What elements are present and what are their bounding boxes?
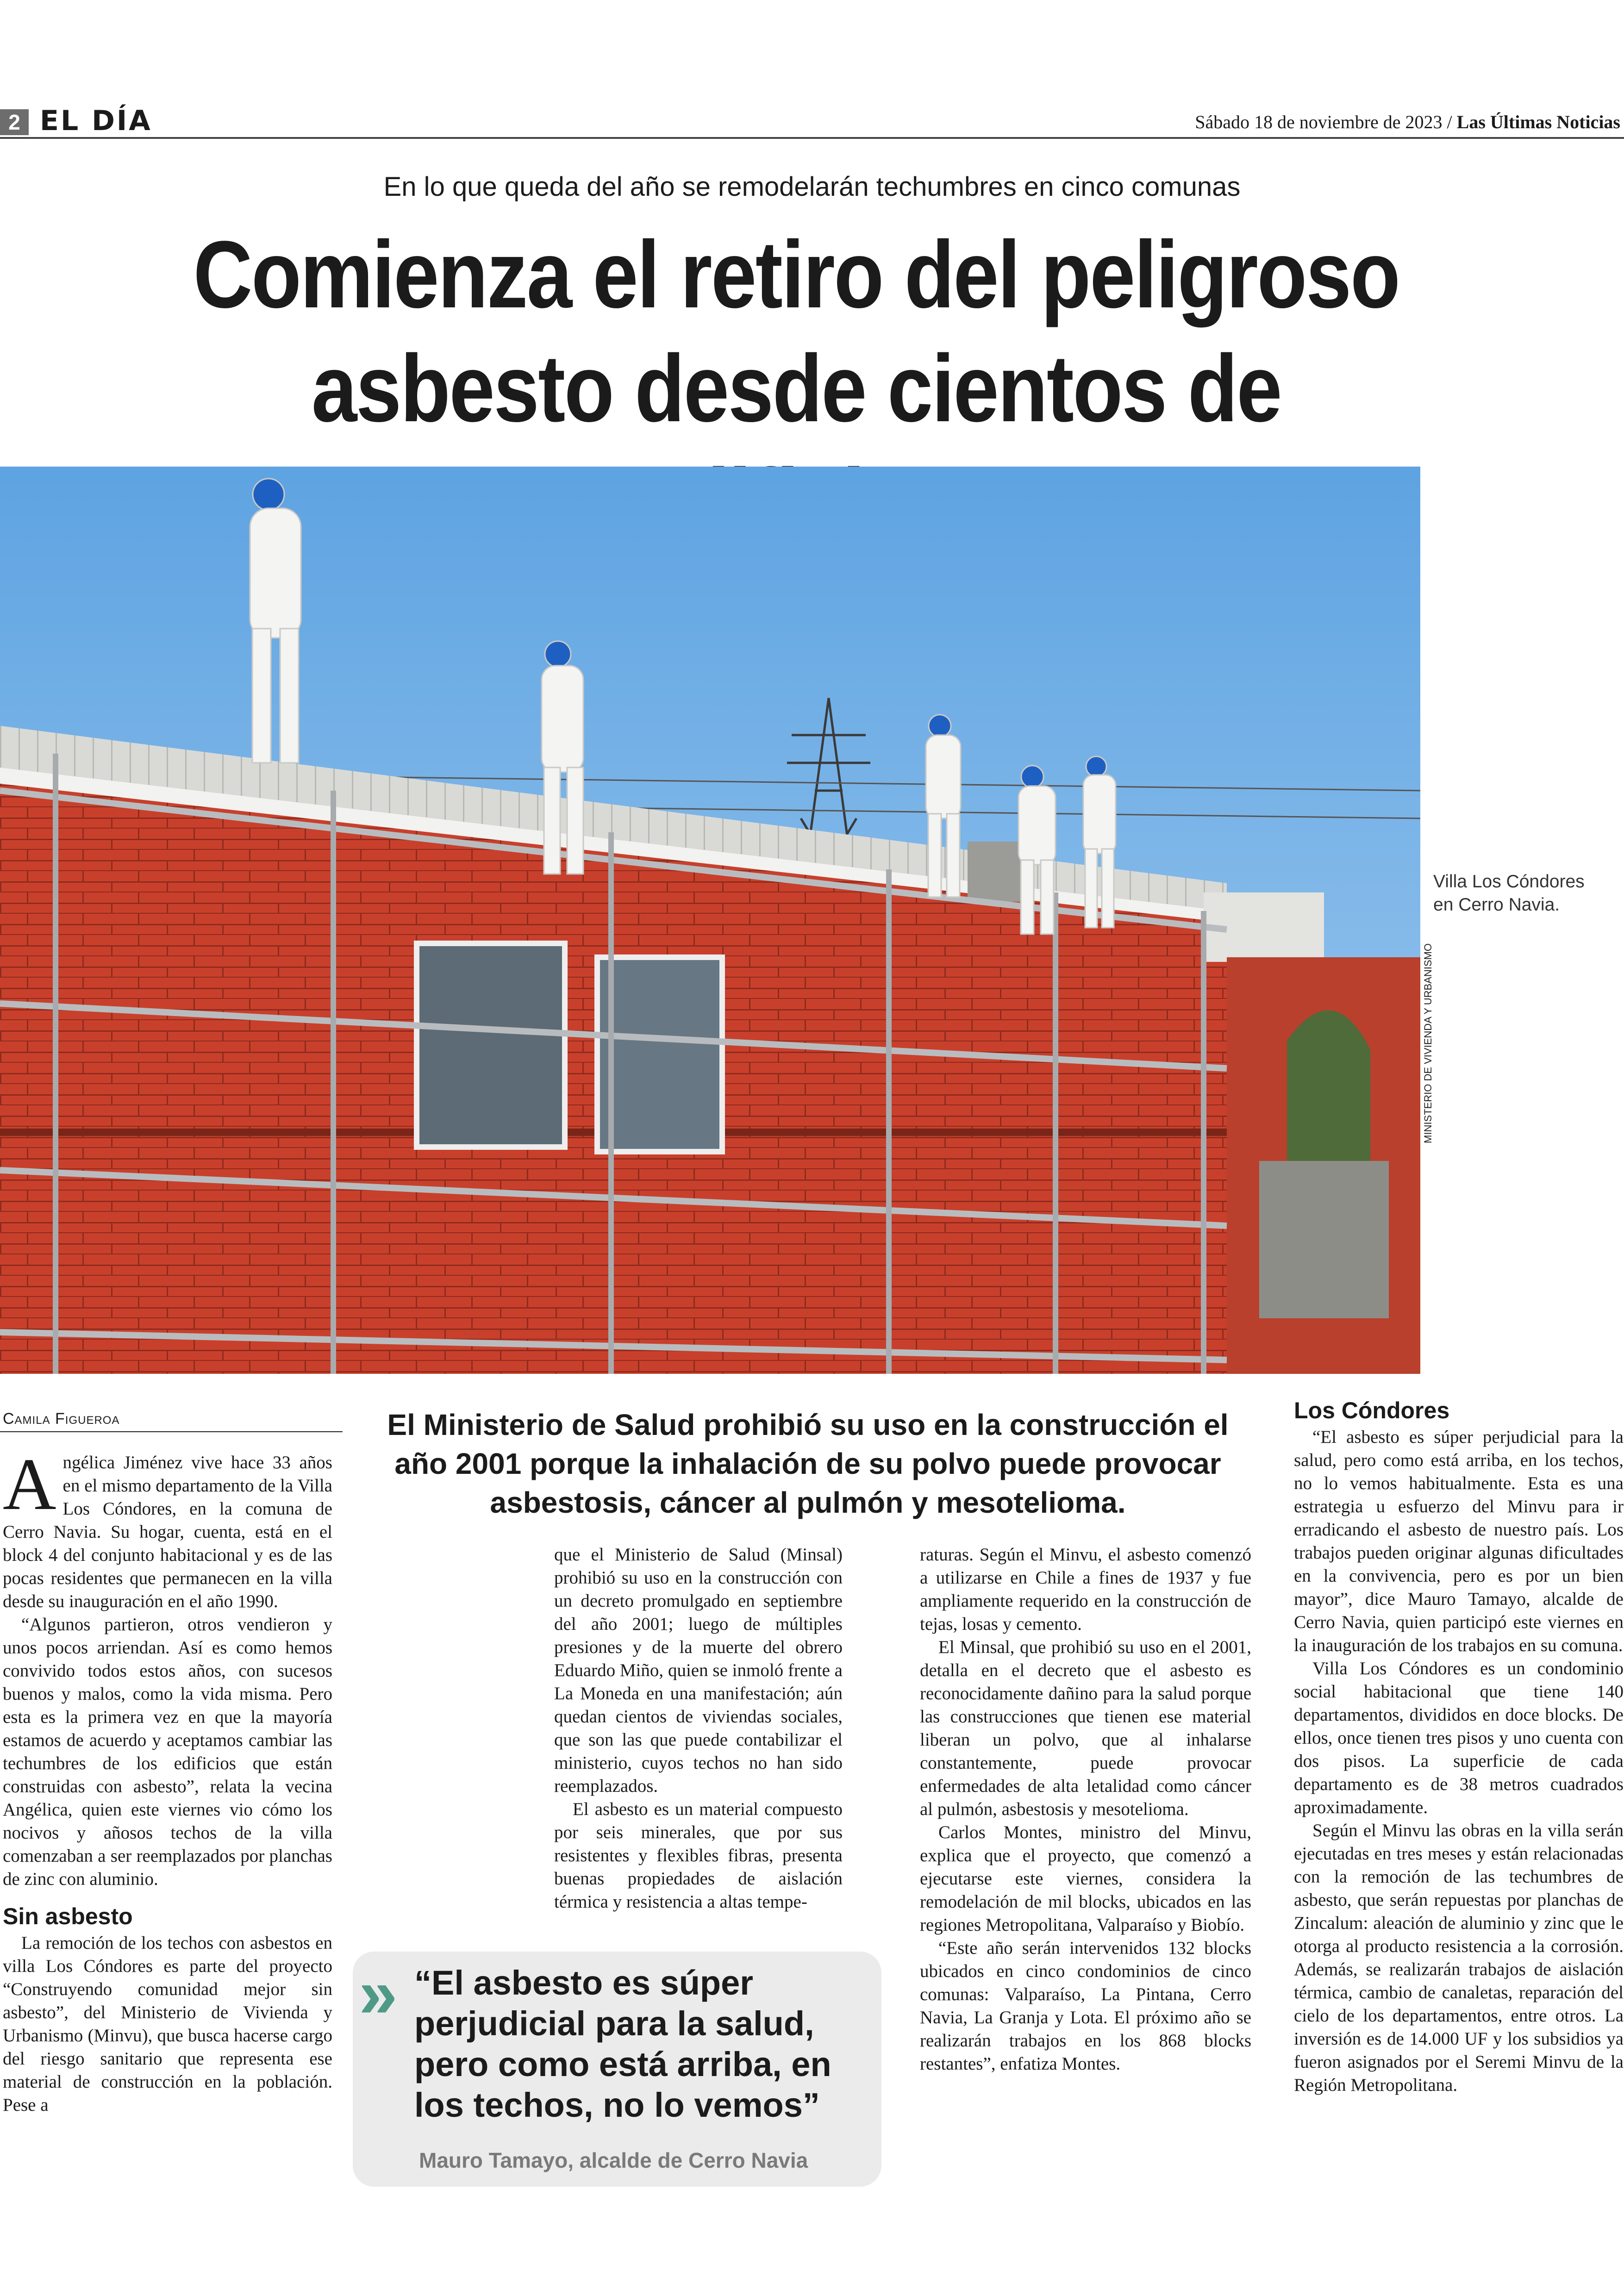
paragraph: que el Ministerio de Salud (Minsal) prohibió su uso en la construcción con un decreto promulgado en septiembre del año 2001; luego de múltiples presiones y de la muerte del obrero Eduardo Miño, quien se inmoló frente a La Moneda en una manifestación; aún quedan cientos de viviendas sociales, que son las que puede contabilizar el ministerio, cuyos techos no han sido reemplazados. — [554, 1545, 843, 1796]
dateline — [1195, 111, 1620, 133]
paragraph: Carlos Montes, ministro del Minvu, explica que el proyecto, que comenzó a ejecutarse este viernes, considera la remodelación de mil blocks, ubicados en las regiones Metropolitana, Valparaíso y Biobío. — [920, 1822, 1251, 1935]
photo-caption: Villa Los Cóndores en Cerro Navia. — [1433, 872, 1585, 915]
article-column-1 — [3, 1443, 332, 2117]
article-photo — [0, 467, 1420, 1374]
publication-name: Las Últimas Noticias — [1456, 112, 1620, 132]
paragraph: “Algunos partieron, otros vendieron y unos pocos arriendan. Así es como hemos convivido todos estos años, con sucesos buenos y malos, como la vida misma. Pero esta es la primera vez en que la mayoría estamos de acuerdo y aceptamos cambiar las techumbres de los edificios que están construidas con asbesto”, relata la vecina Angélica, quien este viernes vio cómo los nocivos y añosos techos de la villa comenzaban a ser reemplazados por planchas de zinc con aluminio. — [3, 1615, 332, 1889]
article-deck: El Ministerio de Salud prohibió su uso en la construcción el año 2001 porque la inhalación de su polvo puede provocar asbestosis, cáncer al pulmón y mesotelioma. — [387, 1408, 1229, 1519]
headline-line-1: Comienza el retiro del peligroso — [193, 221, 1399, 328]
dateline-separator: / — [1442, 112, 1457, 132]
kicker: En lo que queda del año se remodelarán techumbres en cinco comunas — [383, 172, 1241, 202]
paragraph: La remoción de los techos con asbestos en villa Los Cóndores es parte del proyecto “Construyendo comunidad mejor sin asbesto”, del Ministerio de Vivienda y Urbanismo (Minvu), que busca hacerse cargo del riesgo sanitario que representa ese material de construcción en la población. Pese a — [3, 1933, 332, 2115]
paragraph: Villa Los Cóndores es un condominio social habitacional que tiene 140 departamentos, divididos en doce blocks. De ellos, once tienen tres pisos y uno cuenta con dos pisos. La superficie de cada departamento es de 38 metros cuadrados aproximadamente. — [1294, 1659, 1624, 1817]
subheading: Sin asbesto — [3, 1903, 133, 1929]
paragraph: Según el Minvu las obras en la villa serán ejecutadas en tres meses y están relacionadas con la remoción de las techumbres de asbesto, que serán repuestas por planchas de Zincalum: aleación de aluminio y zinc que le otorga al producto resistencia a la corrosión. Además, se realizarán trabajos de aislación térmica, cambio de canaletas, reparación del cielo de los departamentos, entre otros. La inversión es de 14.000 UF y los subsidios ya fueron asignados por el Seremi Minvu de la Región Metropolitana. — [1294, 1821, 1624, 2095]
section-title: EL DÍA — [40, 105, 152, 137]
subheading: Los Cóndores — [1294, 1397, 1450, 1423]
paragraph: “El asbesto es súper perjudicial para la salud, pero como está arriba, en los techos, no lo vemos habitualmente. Esta es una estrategia u esfuerzo del Minvu para ir erradicando el asbesto de nuestro país. Los trabajos pueden originar algunas dificultades en la convivencia, pero es por un bien mayor”, dice Mauro Tamayo, alcalde de Cerro Navia, quien participó este viernes en la inauguración de los trabajos en su comuna. — [1294, 1427, 1624, 1655]
article-column-3 — [920, 1543, 1251, 2076]
byline-rule — [0, 1431, 343, 1432]
drop-cap: A — [3, 1443, 56, 1525]
paragraph: “Este año serán intervenidos 132 blocks ubicados en cinco condominios de cinco comunas: Valparaíso, La Pintana, Cerro Navia, La Granja y Lota. El próximo año se realizarán trabajos en los 868 blocks restantes”, enfatiza Montes. — [920, 1938, 1251, 2074]
paragraph: El asbesto es un material compuesto por seis minerales, que por sus resistentes y flexibles fibras, presenta buenas propiedades de aislación térmica y resistencia a altas tempe- — [554, 1799, 843, 1912]
paragraph: raturas. Según el Minvu, el asbesto comenzó a utilizarse en Chile a fines de 1937 y fue ampliamente requerido en la construcción de tejas, losas y cemento. — [920, 1545, 1251, 1634]
paragraph: El Minsal, que prohibió su uso en el 2001, detalla en el decreto que el asbesto es reconocidamente dañino para la salud porque las construcciones que tienen ese material liberan un polvo, que al inhalarse constantemente, puede provocar enfermedades de alta letalidad como cáncer al pulmón, asbestosis y mesotelioma. — [920, 1637, 1251, 1819]
paragraph — [3, 1443, 332, 1613]
headline-line-2: asbesto desde cientos de — [311, 335, 1281, 442]
header-rule — [0, 137, 1624, 139]
byline: Camila Figueroa — [3, 1410, 120, 1428]
article-column-4 — [1294, 1399, 1624, 2097]
issue-date: Sábado 18 de noviembre de 2023 — [1195, 112, 1443, 132]
pull-quote-text: “El asbesto es súper perjudicial para la salud, pero como está arriba, en los techos, no lo vemos” — [414, 1964, 831, 2124]
page-number: 2 — [0, 109, 29, 135]
quote-chevron-icon: » — [359, 1954, 398, 2032]
paragraph-text: ngélica Jiménez vive hace 33 años en el mismo departamento de la Villa Los Cóndores, en la comuna de Cerro Navia. Su hogar, cuenta, está en el block 4 del conjunto habitacional y es de las pocas residentes que permanecen en la villa desde su inauguración en el año 1990. — [3, 1453, 332, 1611]
article-column-2 — [554, 1543, 843, 1914]
photo-credit: MINISTERIO DE VIVIENDA Y URBANISMO — [1422, 943, 1434, 1143]
pull-quote-author: Mauro Tamayo, alcalde de Cerro Navia — [419, 2148, 808, 2172]
